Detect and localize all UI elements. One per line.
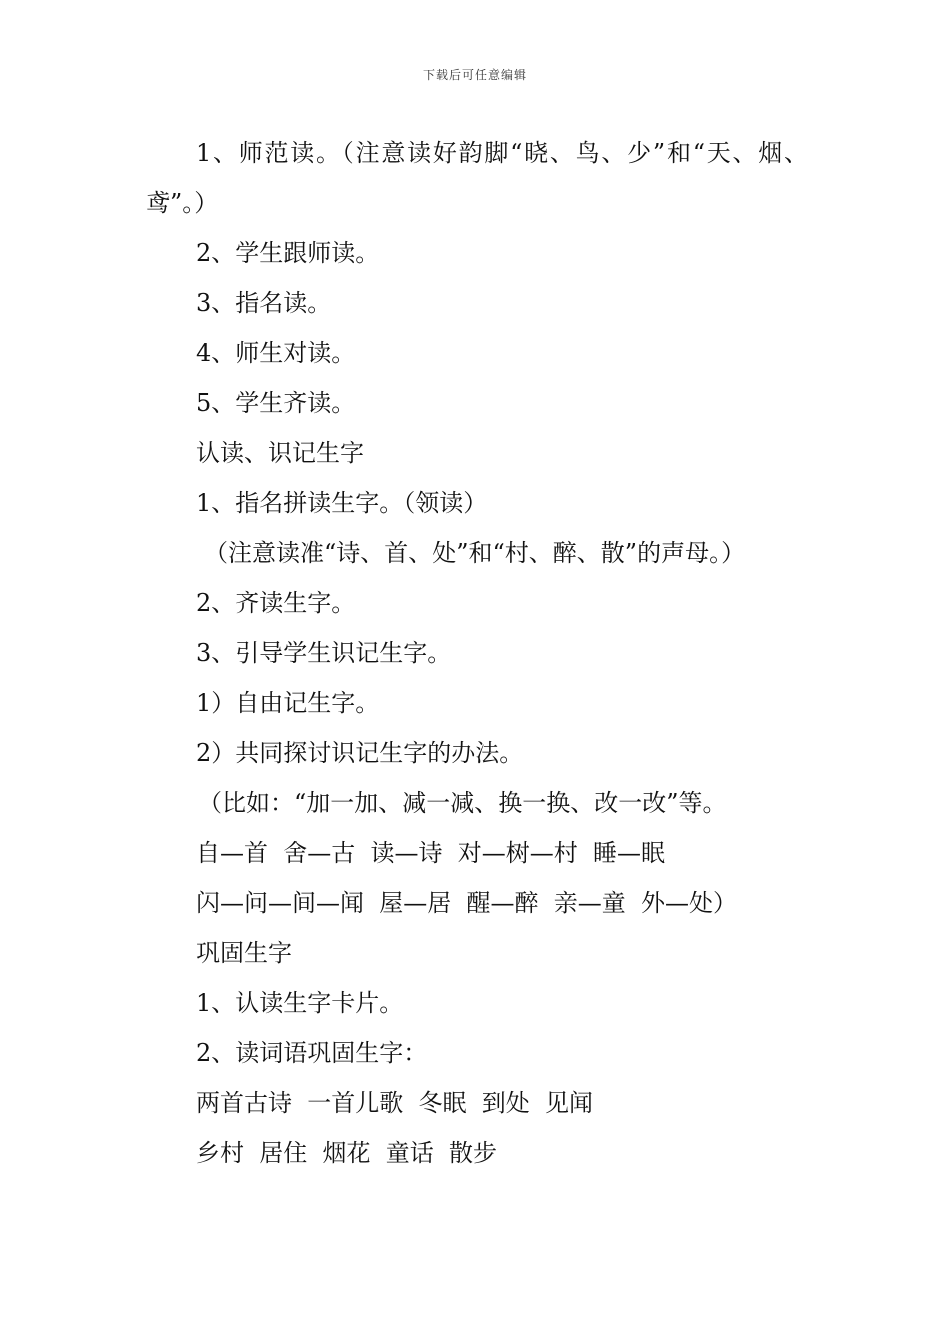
- paragraph-initials-note: （注意读准“诗、首、处”和“村、醉、散”的声母。）: [204, 539, 746, 567]
- paragraph-free-memorize: 1）自由记生字。: [196, 689, 380, 717]
- paragraph-spell-characters: 1、指名拼读生字。（领读）: [196, 489, 488, 517]
- lesson-body: [146, 128, 808, 1178]
- paragraph-teacher-model-reading: 1、师范读。（注意读好韵脚“晓、鸟、少”和“天、烟、鸢”。）: [146, 139, 808, 217]
- section-heading-recognize-characters: 认读、识记生字: [196, 439, 364, 467]
- paragraph-discuss-methods: 2）共同探讨识记生字的办法。: [196, 739, 524, 767]
- paragraph-follow-reading: 2、学生跟师读。: [196, 239, 380, 267]
- paragraph-character-pairs-1: 自—首 舍—古 读—诗 对—树—村 睡—眠: [196, 839, 666, 867]
- paragraph-read-cards: 1、认读生字卡片。: [196, 989, 404, 1017]
- section-heading-consolidate: 巩固生字: [196, 939, 292, 967]
- paragraph-group-reading: 5、学生齐读。: [196, 389, 356, 417]
- paragraph-method-examples: （比如：“加一加、减一减、换一换、改一改”等。: [198, 789, 727, 817]
- paragraph-guide-memorize: 3、引导学生识记生字。: [196, 639, 452, 667]
- paragraph-named-reading: 3、指名读。: [196, 289, 332, 317]
- paragraph-word-list-2: 乡村 居住 烟花 童话 散步: [196, 1139, 498, 1167]
- paragraph-read-words: 2、读词语巩固生字：: [196, 1039, 428, 1067]
- paragraph-pair-reading: 4、师生对读。: [196, 339, 356, 367]
- paragraph-word-list-1: 两首古诗 一首儿歌 冬眠 到处 见闻: [196, 1089, 594, 1117]
- paragraph-character-pairs-2: 闪—问—间—闻 屋—居 醒—醉 亲—童 外—处）: [196, 889, 738, 917]
- page-header: 下载后可任意编辑: [422, 68, 527, 82]
- paragraph-read-together: 2、齐读生字。: [196, 589, 356, 617]
